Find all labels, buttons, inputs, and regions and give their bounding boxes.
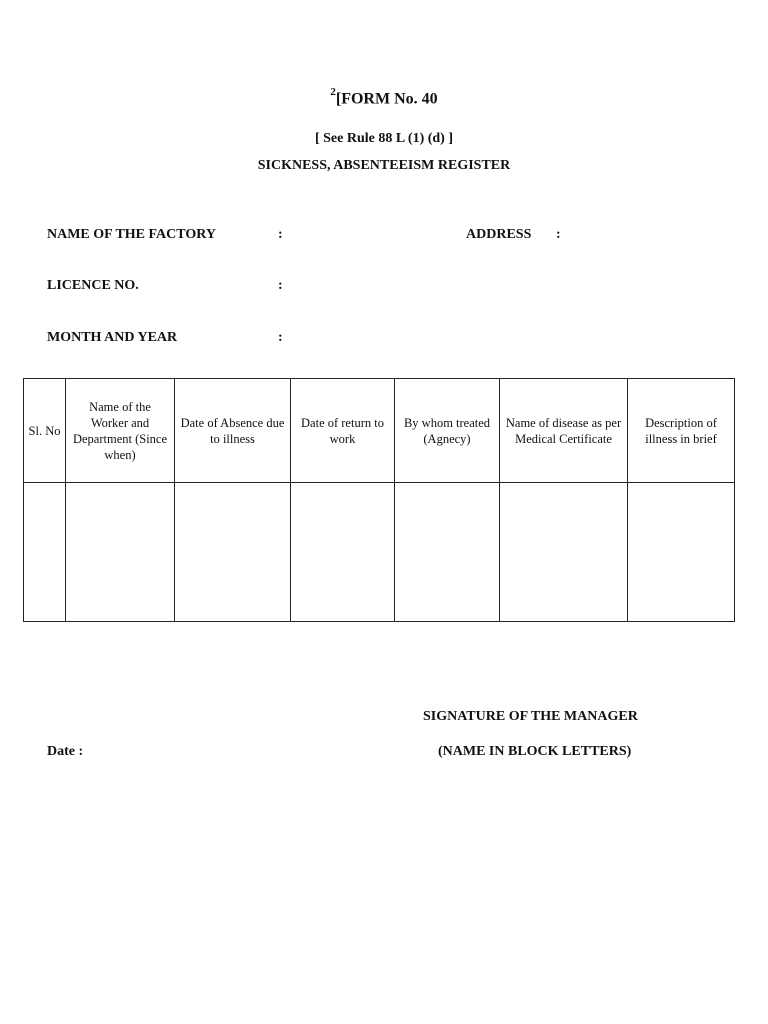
column-header-sl-no: Sl. No [24,379,66,483]
table-cell [395,483,500,622]
column-header-absence-date: Date of Absence due to illness [175,379,291,483]
table-cell [628,483,735,622]
table-cell [291,483,395,622]
column-header-illness-description: Description of illness in brief [628,379,735,483]
licence-label: LICENCE NO. [47,278,139,293]
factory-name-colon: : [278,227,283,242]
month-year-label: MONTH AND YEAR [47,330,178,345]
table-cell [24,483,66,622]
table-cell [175,483,291,622]
column-header-worker-name: Name of the Worker and Department (Since when) [66,379,175,483]
table-row [24,483,735,622]
table-header-row [24,379,735,483]
form-number: [FORM No. 40 [335,90,438,108]
rule-reference: [ See Rule 88 L (1) (d) ] [314,131,454,146]
address-colon: : [556,227,561,242]
licence-colon: : [278,278,283,293]
manager-signature-label: SIGNATURE OF THE MANAGER [423,709,638,724]
month-year-colon: : [278,330,283,345]
table-cell [66,483,175,622]
address-label: ADDRESS [466,227,532,242]
column-header-disease-name: Name of disease as per Medical Certificate [500,379,628,483]
block-letters-label: (NAME IN BLOCK LETTERS) [438,744,632,759]
table-cell [500,483,628,622]
date-label: Date : [47,744,84,759]
form-superscript: 2 [330,86,336,98]
column-header-treated-by: By whom treated (Agnecy) [395,379,500,483]
factory-name-label: NAME OF THE FACTORY [47,227,216,242]
register-table [23,378,735,622]
register-title: SICKNESS, ABSENTEEISM REGISTER [257,158,511,173]
column-header-return-date: Date of return to work [291,379,395,483]
form-title [0,88,768,108]
